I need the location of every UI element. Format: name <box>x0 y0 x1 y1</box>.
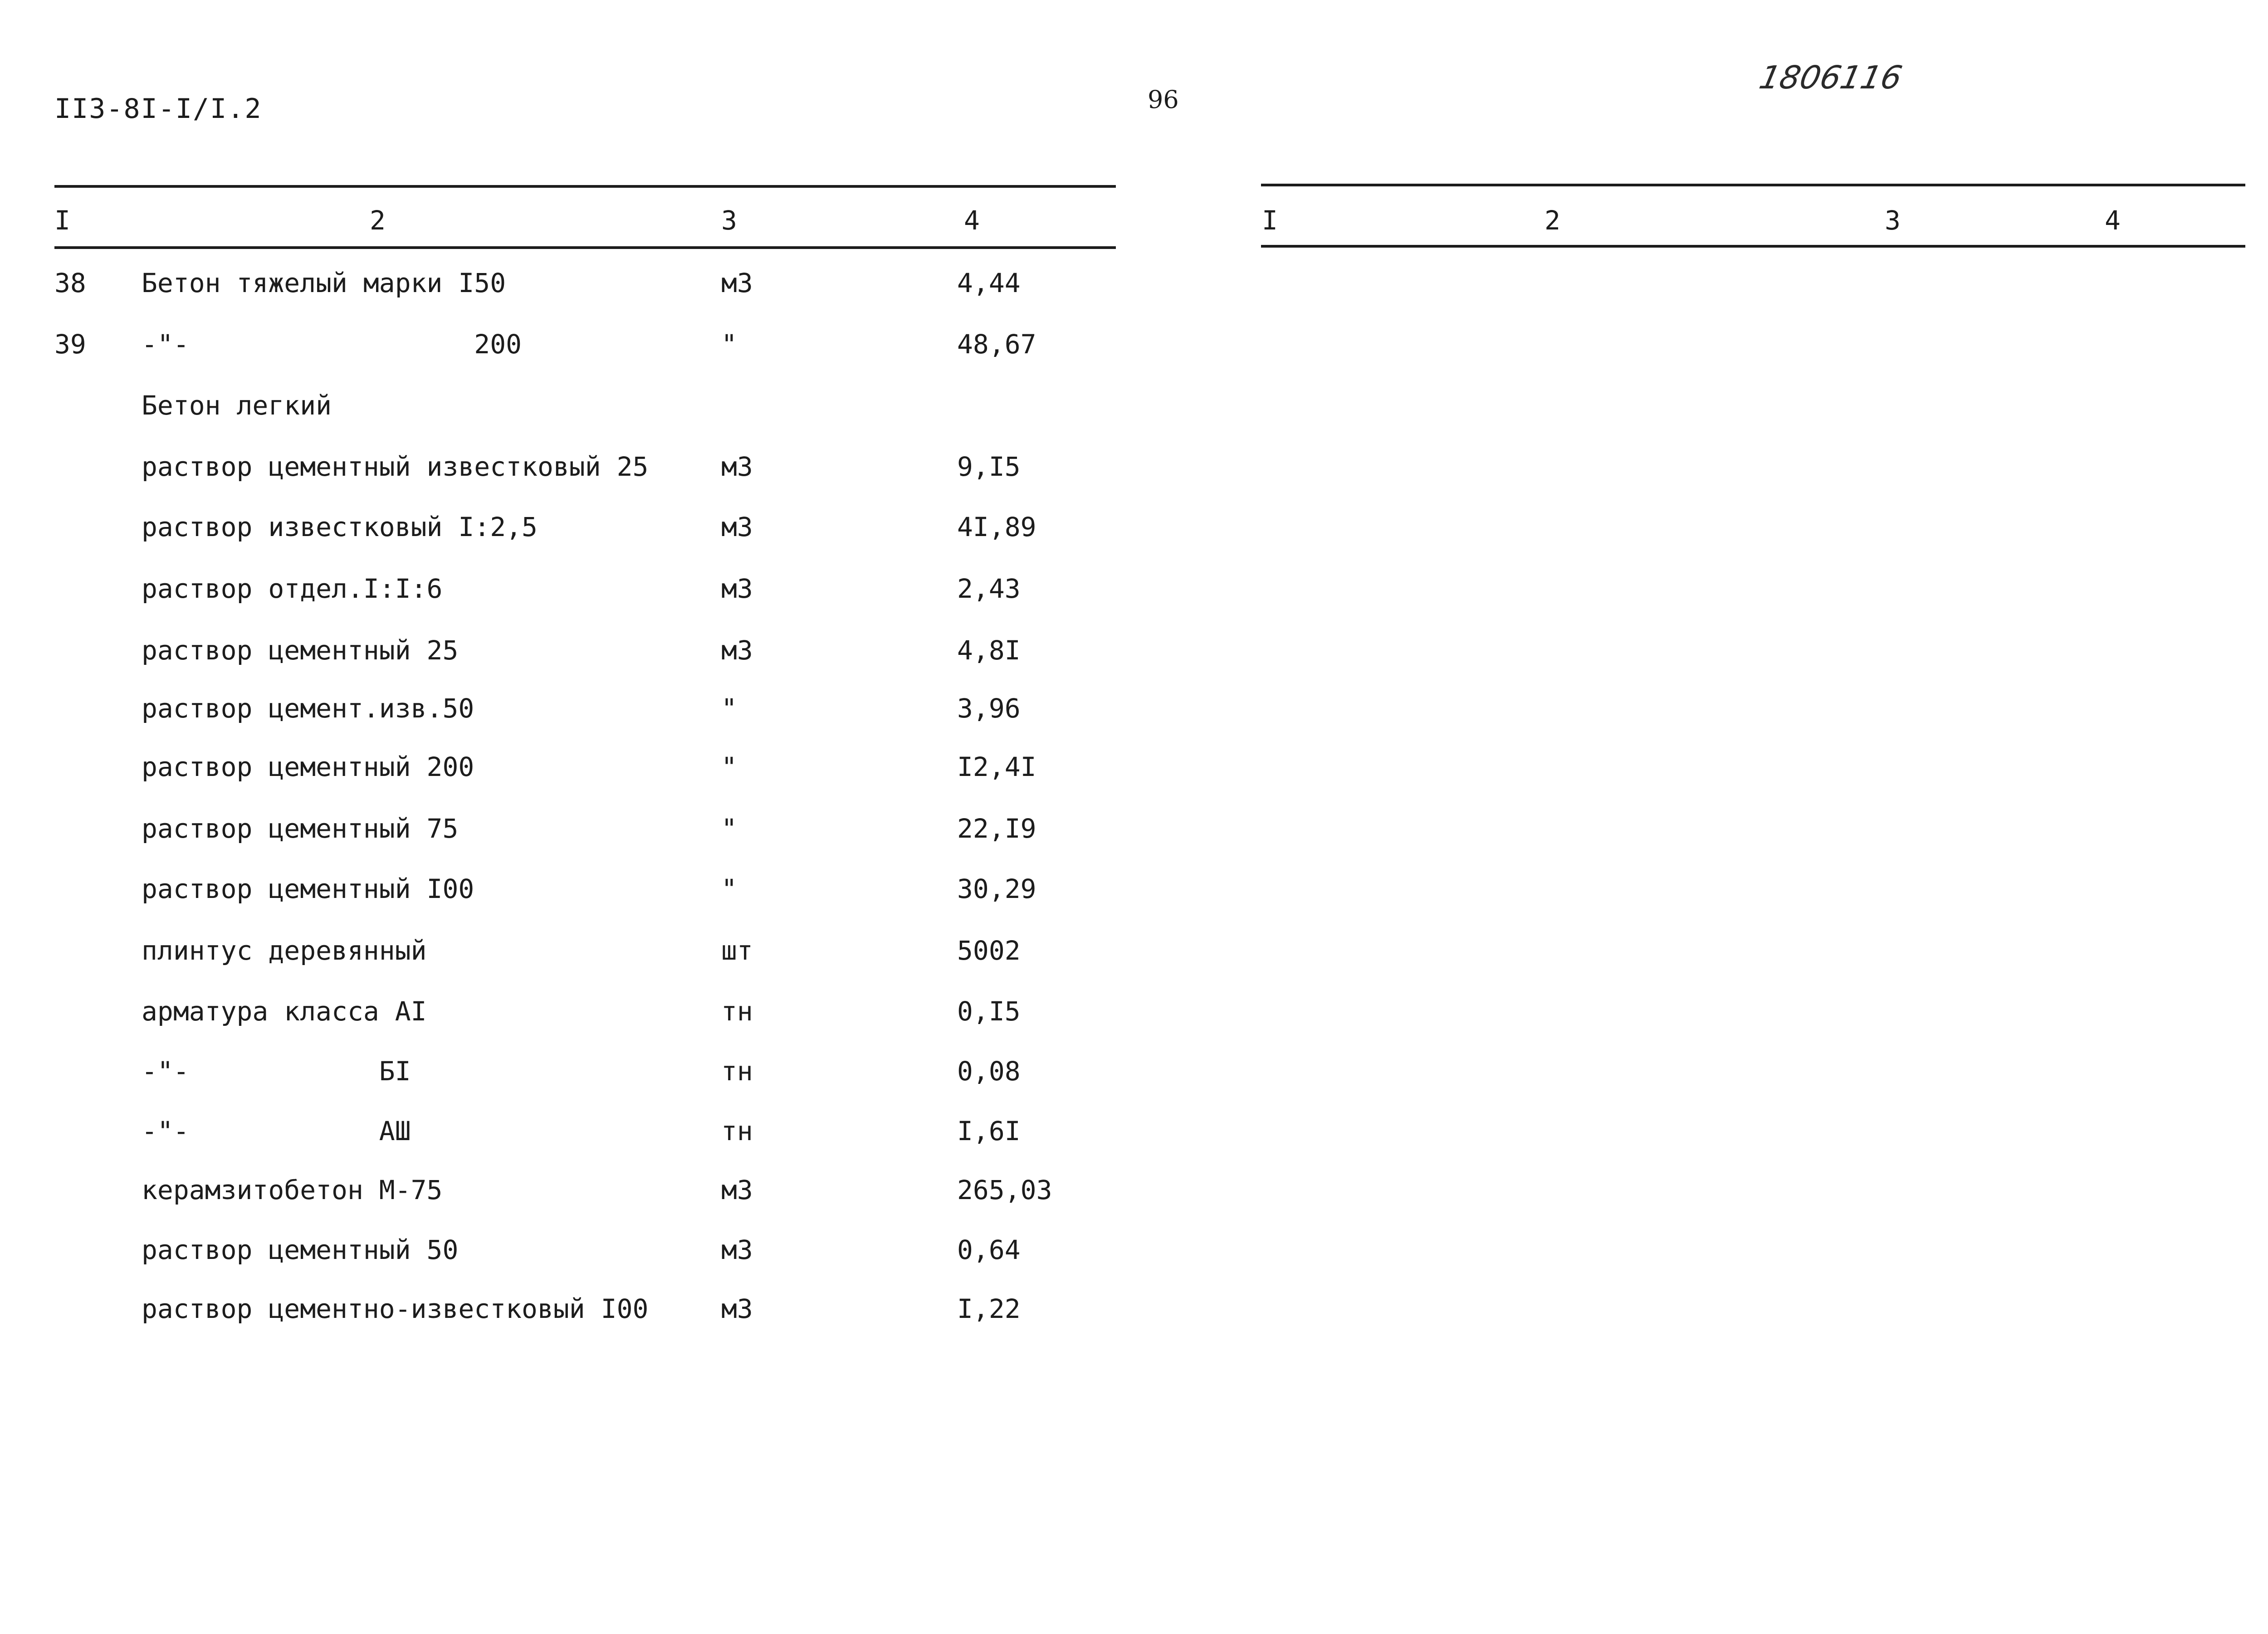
material-name: раствор цементный 25 <box>142 635 459 666</box>
quantity: I,22 <box>957 1293 1021 1324</box>
material-name: Бетон легкий <box>142 390 332 421</box>
table-row <box>0 935 1116 976</box>
material-name: -"- 200 <box>142 329 522 360</box>
left-col-header-2: 2 <box>370 205 386 236</box>
unit: м3 <box>721 1234 753 1265</box>
quantity: 0,64 <box>957 1234 1021 1265</box>
table-row <box>0 1116 1116 1156</box>
archive-number-handwritten: 1806116 <box>1756 59 1906 96</box>
quantity: 4,44 <box>957 268 1021 298</box>
quantity: 4I,89 <box>957 512 1036 542</box>
unit: м3 <box>721 635 753 666</box>
table-row <box>0 1293 1116 1334</box>
unit: м3 <box>721 512 753 542</box>
right-col-header-2: 2 <box>1545 205 1560 236</box>
table-row <box>0 512 1116 552</box>
table-row <box>0 873 1116 914</box>
right-col-header-3: 3 <box>1885 205 1901 236</box>
table-row <box>0 390 1116 431</box>
material-name: раствор цементный известковый 25 <box>142 451 649 482</box>
table-row <box>0 996 1116 1037</box>
right-col-header-4: 4 <box>2105 205 2121 236</box>
table-row <box>0 1234 1116 1275</box>
material-name: -"- БI <box>142 1056 411 1087</box>
left-col-header-4: 4 <box>964 205 980 236</box>
unit: тн <box>721 1056 753 1087</box>
material-name: раствор известковый I:2,5 <box>142 512 538 542</box>
quantity: 265,03 <box>957 1175 1052 1205</box>
table-row <box>0 693 1116 734</box>
unit: " <box>721 873 737 904</box>
table-row <box>0 268 1116 308</box>
quantity: 48,67 <box>957 329 1036 360</box>
row-number: 38 <box>54 268 86 298</box>
unit: шт <box>721 935 753 966</box>
material-name: раствор цементный 200 <box>142 751 474 782</box>
quantity: 4,8I <box>957 635 1021 666</box>
table-row <box>0 451 1116 492</box>
quantity: 0,08 <box>957 1056 1021 1087</box>
right-table-top-rule <box>1261 184 2245 186</box>
unit: м3 <box>721 1175 753 1205</box>
table-row <box>0 329 1116 370</box>
table-row <box>0 635 1116 676</box>
quantity: I,6I <box>957 1116 1021 1146</box>
quantity: 9,I5 <box>957 451 1021 482</box>
material-name: раствор цемент.изв.50 <box>142 693 474 724</box>
material-name: арматура класса AI <box>142 996 427 1027</box>
unit: " <box>721 329 737 360</box>
quantity: 5002 <box>957 935 1021 966</box>
quantity: I2,4I <box>957 751 1036 782</box>
unit: м3 <box>721 268 753 298</box>
unit: тн <box>721 996 753 1027</box>
material-name: Бетон тяжелый марки I50 <box>142 268 506 298</box>
table-row <box>0 1056 1116 1097</box>
material-name: раствор цементно-известковый I00 <box>142 1293 649 1324</box>
left-col-header-1: I <box>54 205 70 236</box>
unit: м3 <box>721 451 753 482</box>
unit: " <box>721 813 737 844</box>
left-table-top-rule <box>54 185 1116 188</box>
table-row <box>0 1175 1116 1215</box>
unit: " <box>721 751 737 782</box>
page-number: 96 <box>1148 85 1179 114</box>
left-table-header-rule <box>54 246 1116 249</box>
row-number: 39 <box>54 329 86 360</box>
material-name: раствор цементный 50 <box>142 1234 459 1265</box>
quantity: 3,96 <box>957 693 1021 724</box>
table-row <box>0 813 1116 854</box>
material-name: раствор цементный I00 <box>142 873 474 904</box>
right-col-header-1: I <box>1262 205 1278 236</box>
table-row <box>0 751 1116 792</box>
quantity: 30,29 <box>957 873 1036 904</box>
material-name: -"- АШ <box>142 1116 411 1146</box>
material-name: плинтус деревянный <box>142 935 427 966</box>
unit: " <box>721 693 737 724</box>
material-name: раствор отдел.I:I:6 <box>142 573 443 604</box>
material-name: раствор цементный 75 <box>142 813 459 844</box>
table-row <box>0 573 1116 614</box>
quantity: 2,43 <box>957 573 1021 604</box>
unit: м3 <box>721 573 753 604</box>
unit: м3 <box>721 1293 753 1324</box>
unit: тн <box>721 1116 753 1146</box>
right-table-header-rule <box>1261 245 2245 248</box>
quantity: 0,I5 <box>957 996 1021 1027</box>
material-name: керамзитобетон М-75 <box>142 1175 443 1205</box>
quantity: 22,I9 <box>957 813 1036 844</box>
document-code: II3-8I-I/I.2 <box>54 93 262 125</box>
left-col-header-3: 3 <box>721 205 737 236</box>
